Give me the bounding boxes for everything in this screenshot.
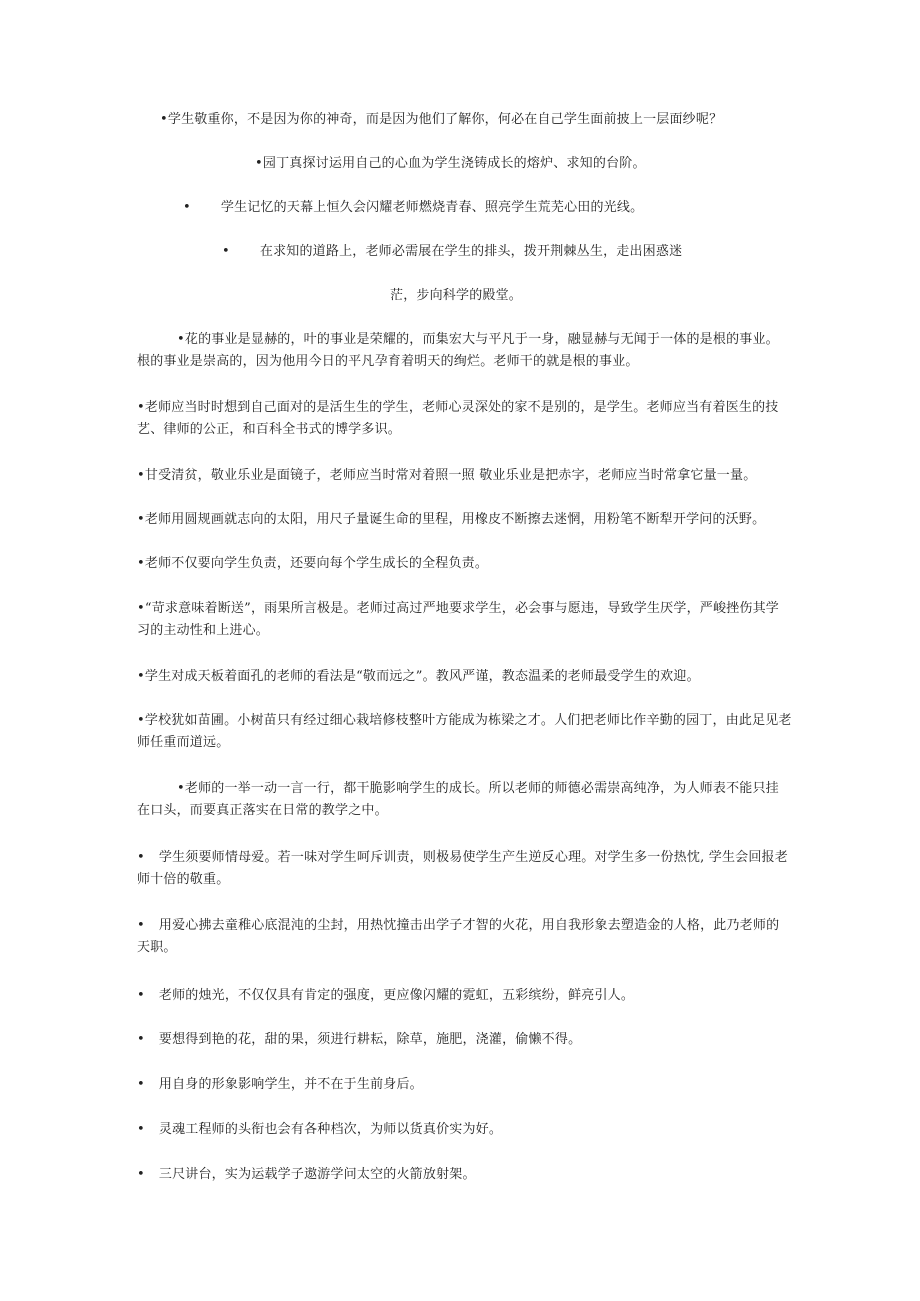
bullet-icon: •: [137, 400, 145, 415]
bullet-icon: •: [183, 200, 191, 215]
bullet-icon: •: [222, 244, 230, 259]
paragraph-1-text: 花的事业是显赫的，叶的事业是荣耀的，而集宏大与平凡于一身，融显赫与无闻于一体的是根的事业。根的事业是崇高的，因为他用今日的平凡孕育着明天的绚烂。老师干的就是根的事业。: [137, 332, 779, 369]
bullet-icon: •: [137, 918, 145, 933]
paragraph-1: [137, 329, 792, 373]
paragraph-9: [137, 778, 792, 822]
paragraph-2: [137, 397, 792, 441]
paragraph-8: [137, 710, 792, 754]
bullet-icon: •: [137, 512, 145, 527]
bullet-icon: •: [137, 713, 145, 728]
paragraph-9-text: 老师的一举一动一言一行，都干脆影响学生的成长。所以老师的师德必需崇高纯净，为人师表不能只挂在口头，而要真正落实在日常的教学之中。: [137, 781, 779, 818]
bullet-icon: •: [137, 988, 145, 1003]
paragraph-12-text: 老师的烛光，不仅仅具有肯定的强度，更应像闪耀的霓虹，五彩缤纷，鲜亮引人。: [158, 988, 635, 1003]
bullet-icon: •: [177, 332, 185, 347]
bullet-icon: •: [137, 669, 145, 684]
paragraph-13: [137, 1029, 792, 1051]
bullet-icon: •: [255, 156, 263, 171]
bullet-icon: •: [137, 850, 145, 865]
bullet-icon: •: [137, 1032, 145, 1047]
paragraph-3-text: 甘受清贫，敬业乐业是面镜子，老师应当时常对着照一照 敬业乐业是把赤字，老师应当时常拿它量一量。: [144, 468, 757, 483]
centered-line-5-text: 茫，步向科学的殿堂。: [390, 288, 523, 303]
paragraph-2-text: 老师应当时时想到自己面对的是活生生的学生，老师心灵深处的家不是别的，是学生。老师应当有着医生的技艺、律师的公正，和百科全书式的博学多识。: [137, 400, 779, 437]
paragraph-4-text: 老师用圆规画就志向的太阳，用尺子量诞生命的里程，用橡皮不断擦去迷惘，用粉笔不断犁开学问的沃野。: [144, 512, 766, 527]
paragraph-15-text: 灵魂工程师的头衔也会有各种档次，为师以货真价实为好。: [158, 1122, 503, 1137]
paragraph-6-text: “苛求意味着断送”，雨果所言极是。老师过高过严地要求学生，必会事与愿违，导致学生厌学，严峻挫伤其学习的主动性和上进心。: [137, 601, 779, 638]
paragraph-14: [137, 1074, 792, 1096]
centered-line-3-text: 学生记忆的天幕上恒久会闪耀老师燃烧青春、照亮学生荒芜心田的光线。: [220, 200, 644, 215]
bullet-icon: •: [137, 1122, 145, 1137]
paragraph-12: [137, 985, 792, 1007]
bullet-icon: •: [160, 112, 168, 127]
paragraph-15: [137, 1119, 792, 1141]
bullet-icon: •: [137, 468, 145, 483]
paragraph-5: [137, 553, 792, 575]
bullet-icon: •: [137, 1167, 145, 1182]
paragraph-11-text: 用爱心拂去童稚心底混沌的尘封，用热忱撞击出学子才智的火花，用自我形象去塑造金的人格，此乃老师的天职。: [137, 918, 780, 955]
bullet-icon: •: [137, 1077, 145, 1092]
paragraph-13-text: 要想得到艳的花，甜的果，须进行耕耘，除草，施肥，浇灌，偷懒不得。: [158, 1032, 582, 1047]
paragraph-11: [137, 915, 792, 959]
paragraph-3: [137, 465, 792, 487]
paragraph-16-text: 三尺讲台，实为运载学子遨游学问太空的火箭放射架。: [158, 1167, 476, 1182]
paragraph-6: [137, 598, 792, 642]
paragraph-8-text: 学校犹如苗圃。小树苗只有经过细心栽培修枝整叶方能成为栋梁之才。人们把老师比作辛勤的园丁，由此足见老师任重而道远。: [137, 713, 792, 750]
paragraph-7: [137, 666, 792, 688]
paragraph-4: [137, 509, 792, 531]
bullet-icon: •: [137, 601, 145, 616]
paragraph-16: [137, 1164, 792, 1186]
paragraph-14-text: 用自身的形象影响学生，并不在于生前身后。: [158, 1077, 423, 1092]
paragraph-5-text: 老师不仅要向学生负责，还要向每个学生成长的全程负责。: [144, 556, 489, 571]
centered-line-1: [160, 109, 722, 131]
centered-line-5: [390, 285, 522, 307]
centered-line-1-text: 学生敬重你，不是因为你的神奇，而是因为他们了解你，何必在自己学生面前披上一层面纱呢？: [167, 112, 723, 127]
paragraph-7-text: 学生对成天板着面孔的老师的看法是“敬而远之”。教风严谨，教态温柔的老师最受学生的欢迎。: [144, 669, 700, 684]
bullet-icon: •: [137, 556, 145, 571]
centered-line-4-text: 在求知的道路上，老师必需展在学生的排头，拨开荆棘丛生，走出困惑迷: [259, 244, 683, 259]
centered-line-3: [183, 197, 643, 219]
centered-line-2: [255, 153, 646, 175]
bullet-icon: •: [177, 781, 185, 796]
centered-line-2-text: 园丁真探讨运用自己的心血为学生浇铸成长的熔炉、求知的台阶。: [262, 156, 646, 171]
centered-line-4: [222, 241, 682, 263]
paragraph-10: [137, 847, 792, 891]
paragraph-10-text: 学生须要师情母爱。若一味对学生呵斥训责，则极易使学生产生逆反心理。对学生多一份热忱, 学生会回报老师十倍的敬重。: [137, 850, 788, 887]
